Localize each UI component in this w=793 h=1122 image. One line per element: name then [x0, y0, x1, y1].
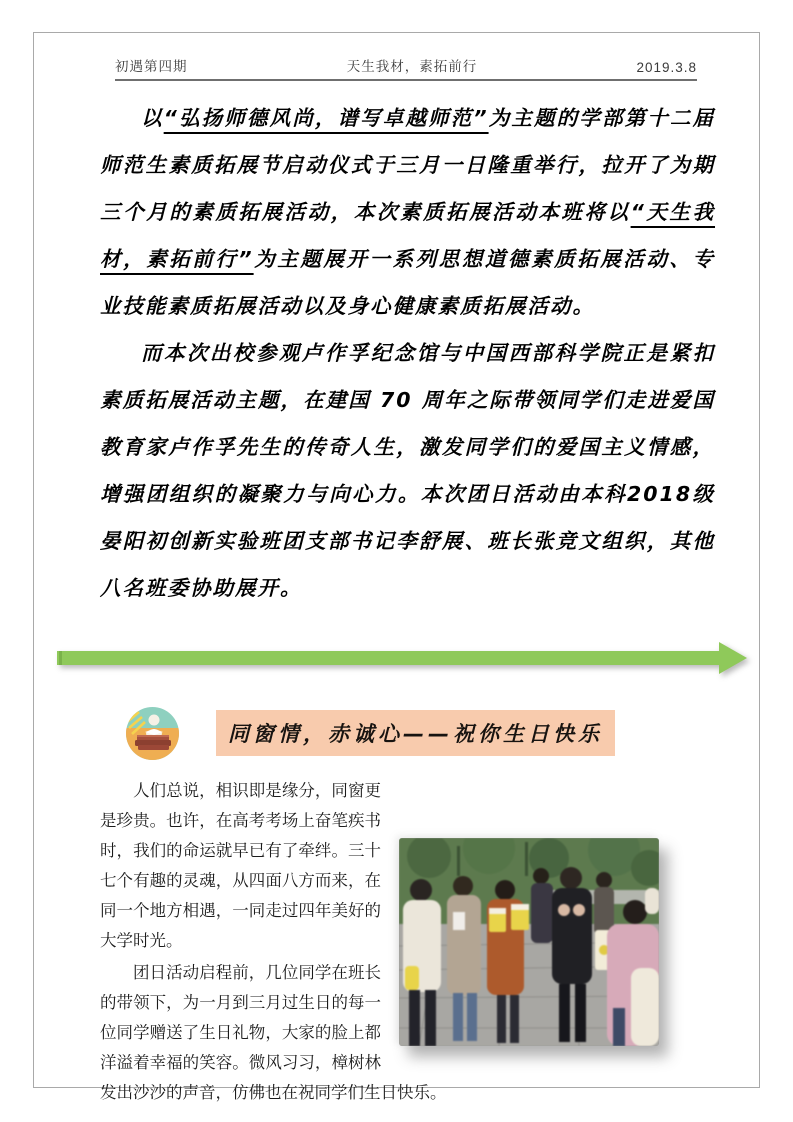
- header-rule: [115, 79, 697, 81]
- underlined-phrase: “弘扬师德风尚，谱写卓越师范”: [163, 106, 489, 130]
- birthday-paragraph-2: 团日活动启程前，几位同学在班长的带领下，为一月到三月过生日的每一位同学赠送了生日礼物，大家的脸上都洋溢着幸福的笑容。微风习习，樟树林发出沙沙的声音，仿佛也在祝同学们生日快乐。: [100, 964, 447, 1102]
- activity-photo: [399, 838, 659, 1046]
- header-issue: 初遇第四期: [115, 59, 188, 74]
- green-arrow-divider: [57, 640, 747, 676]
- reading-desk-icon: [125, 706, 180, 761]
- activity-photo-graphic: [399, 838, 659, 1046]
- section-heading-birthday: 同窗情，赤诚心——祝你生日快乐: [216, 710, 615, 756]
- calligraphy-paragraph-1: [100, 95, 715, 330]
- page-content: [34, 33, 759, 1108]
- page-header: [115, 55, 697, 75]
- text-run: 为主题的学部第十二届师范生素质拓展节启动仪式于三月一日隆重举行，拉开了为期三个月的素质拓展活动，本次素质拓展活动本班将以: [100, 106, 716, 224]
- text-run: 以: [141, 106, 164, 130]
- birthday-section-header: [125, 704, 715, 762]
- green-arrow-graphic: [57, 640, 747, 676]
- birthday-section-body: [100, 776, 715, 1108]
- header-title: 天生我材，素拓前行: [346, 59, 478, 74]
- calligraphy-paragraph-2: 而本次出校参观卢作孚纪念馆与中国西部科学院正是紧扣素质拓展活动主题，在建国 70 周年之际带领同学们走进爱国教育家卢作孚先生的传奇人生，激发同学们的爱国主义情感，增强团组织的凝聚力与向心力。本次团日活动由本科2018级晏阳初创新实验班团支部书记李舒展、班长张竞文组织，其他八名班委协助展开。: [100, 341, 715, 600]
- text-run: 为主题展开一系列思想道德素质拓展活动、专业技能素质拓展活动以及身心健康素质拓展活动。: [100, 247, 716, 318]
- birthday-paragraph-1: 人们总说，相识即是缘分，同窗更是珍贵。也许，在高考考场上奋笔疾书时，我们的命运就早已有了牵绊。三十七个有趣的灵魂，从四面八方而来，在同一个地方相遇，一同走过四年美好的大学时光。: [100, 782, 381, 950]
- page-border: [33, 32, 760, 1102]
- underlined-phrase: “天生我材，素拓前行”: [100, 200, 716, 271]
- header-date: 2019.3.8: [636, 60, 697, 75]
